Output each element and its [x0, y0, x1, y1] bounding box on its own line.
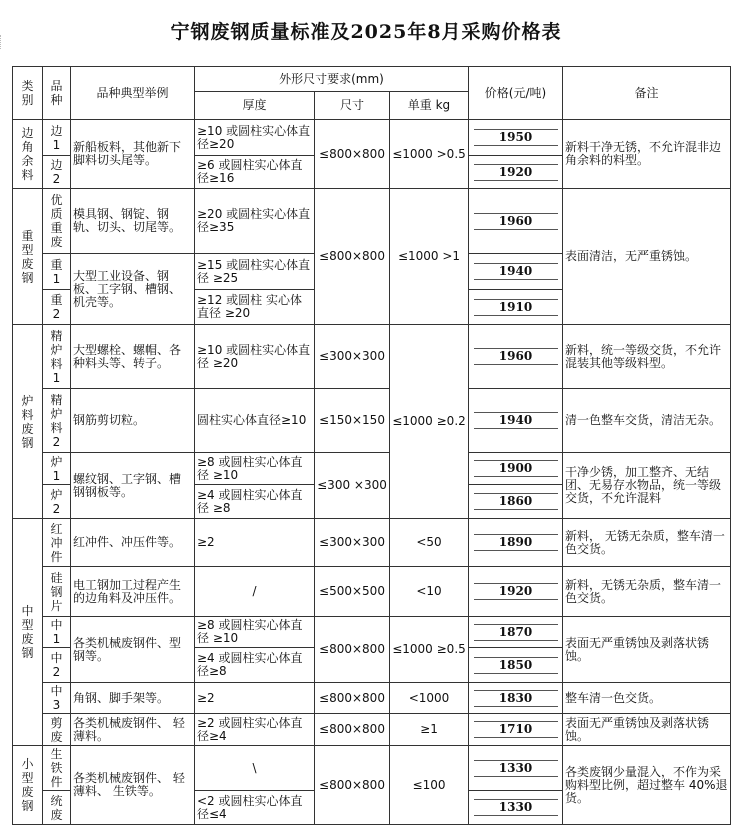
variety-cell: 炉1	[43, 453, 71, 485]
size-cell: ≤300 ×300	[315, 453, 390, 519]
price-cell: 1860	[469, 485, 563, 519]
header-category: 类别	[13, 67, 43, 120]
remark-cell: 清一色整车交货，清洁无杂。	[563, 389, 731, 453]
variety-cell: 精炉料1	[43, 325, 71, 389]
header-variety: 品种	[43, 67, 71, 120]
category-cell: 小型废钢	[13, 746, 43, 825]
variety-cell: 硅钢片	[43, 567, 71, 617]
thickness-cell: ≥15 或圆柱实心体直径 ≥25	[195, 254, 315, 290]
category-cell: 中型废钢	[13, 519, 43, 746]
example-cell: 各类机械废钢件、 轻薄料。	[71, 714, 195, 746]
variety-cell: 中1	[43, 617, 71, 648]
size-cell: ≤800×800	[315, 746, 390, 825]
remark-cell: 整车清一色交货。	[563, 683, 731, 714]
variety-cell: 优质重废	[43, 189, 71, 254]
thickness-cell: ≥10 或圆柱实心体直径≥20	[195, 120, 315, 156]
category-cell: 重型废钢	[13, 189, 43, 325]
price-cell: 1870	[469, 617, 563, 648]
example-cell: 新船板料，其他新下脚料切头尾等。	[71, 120, 195, 189]
example-cell: 螺纹钢、工字钢、槽钢钢板等。	[71, 453, 195, 519]
variety-cell: 边2	[43, 156, 71, 189]
header-thickness: 厚度	[195, 92, 315, 120]
price-cell: 1910	[469, 290, 563, 325]
price-cell: 1900	[469, 453, 563, 485]
variety-cell: 边1	[43, 120, 71, 156]
example-cell: 钢筋剪切粒。	[71, 389, 195, 453]
size-cell: ≤800×800	[315, 189, 390, 325]
remark-cell: 新料，统一等级交货，不允许混装其他等级料型。	[563, 325, 731, 389]
example-cell: 大型工业设备、钢板、工字钢、槽钢、机壳等。	[71, 254, 195, 325]
size-cell: ≤300×300	[315, 325, 390, 389]
size-cell: ≤800×800	[315, 683, 390, 714]
variety-cell: 生铁件	[43, 746, 71, 791]
thickness-cell: <2 或圆柱实心体直径≤4	[195, 791, 315, 825]
header-price: 价格(元/吨)	[469, 67, 563, 120]
thickness-cell: 圆柱实心体直径≥10	[195, 389, 315, 453]
variety-cell: 剪废	[43, 714, 71, 746]
price-cell: 1890	[469, 519, 563, 567]
price-cell: 1920	[469, 567, 563, 617]
remark-cell: 干净少锈，加工整齐、无结团、无易存水物品，统一等级交货，不允许混料	[563, 453, 731, 519]
example-cell: 大型螺栓、螺帽、各种料头等、转子。	[71, 325, 195, 389]
thickness-cell: ≥4 或圆柱实心体直径≥8	[195, 648, 315, 683]
variety-cell: 中3	[43, 683, 71, 714]
thickness-cell: ≥8 或圆柱实心体直径 ≥10	[195, 453, 315, 485]
thickness-cell: ≥2	[195, 519, 315, 567]
header-dimension-group: 外形尺寸要求(mm)	[195, 67, 469, 92]
header-example: 品种典型举例	[71, 67, 195, 120]
example-cell: 各类机械废钢件、型钢等。	[71, 617, 195, 683]
remark-cell: 表面清洁，无严重锈蚀。	[563, 189, 731, 325]
example-cell: 模具钢、钢锭、钢轨、切头、切尾等。	[71, 189, 195, 254]
price-cell: 1960	[469, 189, 563, 254]
weight-cell: ≥1	[390, 714, 469, 746]
remark-cell: 新料干净无锈，不允许混非边角余料的料型。	[563, 120, 731, 189]
variety-cell: 中2	[43, 648, 71, 683]
thickness-cell: \	[195, 746, 315, 791]
page-title: 宁钢废钢质量标准及2025年8月采购价格表	[170, 21, 562, 43]
thickness-cell: ≥10 或圆柱实心体直径 ≥20	[195, 325, 315, 389]
weight-cell: <10	[390, 567, 469, 617]
variety-cell: 统废	[43, 791, 71, 825]
thickness-cell: ≥8 或圆柱实心体直径 ≥10	[195, 617, 315, 648]
thickness-cell: ≥12 或圆柱 实心体直径 ≥20	[195, 290, 315, 325]
thickness-cell: ≥2	[195, 683, 315, 714]
weight-cell: ≤1000 >0.5	[390, 120, 469, 189]
thickness-cell: /	[195, 567, 315, 617]
category-cell: 炉料废钢	[13, 325, 43, 519]
size-cell: ≤800×800	[315, 714, 390, 746]
header-unit-weight: 单重 kg	[390, 92, 469, 120]
size-cell: ≤150×150	[315, 389, 390, 453]
weight-cell: ≤1000 ≥0.5	[390, 617, 469, 683]
price-cell: 1950	[469, 120, 563, 156]
price-cell: 1960	[469, 325, 563, 389]
remark-cell: 表面无严重锈蚀及剥落状锈蚀。	[563, 714, 731, 746]
weight-cell: ≤1000 >1	[390, 189, 469, 325]
price-cell: 1330	[469, 746, 563, 791]
example-cell: 电工钢加工过程产生的边角料及冲压件。	[71, 567, 195, 617]
size-cell: ≤800×800	[315, 617, 390, 683]
weight-cell: ≤1000 ≥0.2	[390, 325, 469, 519]
variety-cell: 重2	[43, 290, 71, 325]
header-size: 尺寸	[315, 92, 390, 120]
variety-cell: 精炉料2	[43, 389, 71, 453]
thickness-cell: ≥2 或圆柱实心体直径≥4	[195, 714, 315, 746]
category-cell: 边角余料	[13, 120, 43, 189]
price-cell: 1940	[469, 389, 563, 453]
example-cell: 角钢、脚手架等。	[71, 683, 195, 714]
example-cell: 各类机械废钢件、 轻薄料、 生铁等。	[71, 746, 195, 825]
price-cell: 1850	[469, 648, 563, 683]
thickness-cell: ≥6 或圆柱实心体直径≥16	[195, 156, 315, 189]
remark-cell: 表面无严重锈蚀及剥落状锈蚀。	[563, 617, 731, 683]
size-cell: ≤300×300	[315, 519, 390, 567]
thickness-cell: ≥4 或圆柱实心体直径 ≥8	[195, 485, 315, 519]
size-cell: ≤800×800	[315, 120, 390, 189]
weight-cell: <1000	[390, 683, 469, 714]
remark-cell: 新料， 无锈无杂质，整车清一色交货。	[563, 519, 731, 567]
price-cell: 1920	[469, 156, 563, 189]
weight-cell: ≤100	[390, 746, 469, 825]
weight-cell: <50	[390, 519, 469, 567]
thickness-cell: ≥20 或圆柱实心体直径≥35	[195, 189, 315, 254]
price-cell: 1710	[469, 714, 563, 746]
price-cell: 1940	[469, 254, 563, 290]
variety-cell: 重1	[43, 254, 71, 290]
header-remark: 备注	[563, 67, 731, 120]
remark-cell: 新料，无锈无杂质，整车清一色交货。	[563, 567, 731, 617]
size-cell: ≤500×500	[315, 567, 390, 617]
variety-cell: 炉2	[43, 485, 71, 519]
price-cell: 1330	[469, 791, 563, 825]
price-table	[12, 66, 731, 825]
variety-cell: 红冲件	[43, 519, 71, 567]
price-cell: 1830	[469, 683, 563, 714]
example-cell: 红冲件、冲压件等。	[71, 519, 195, 567]
remark-cell: 各类废钢少量混入，不作为采购料型比例，超过整车 40%退货。	[563, 746, 731, 825]
